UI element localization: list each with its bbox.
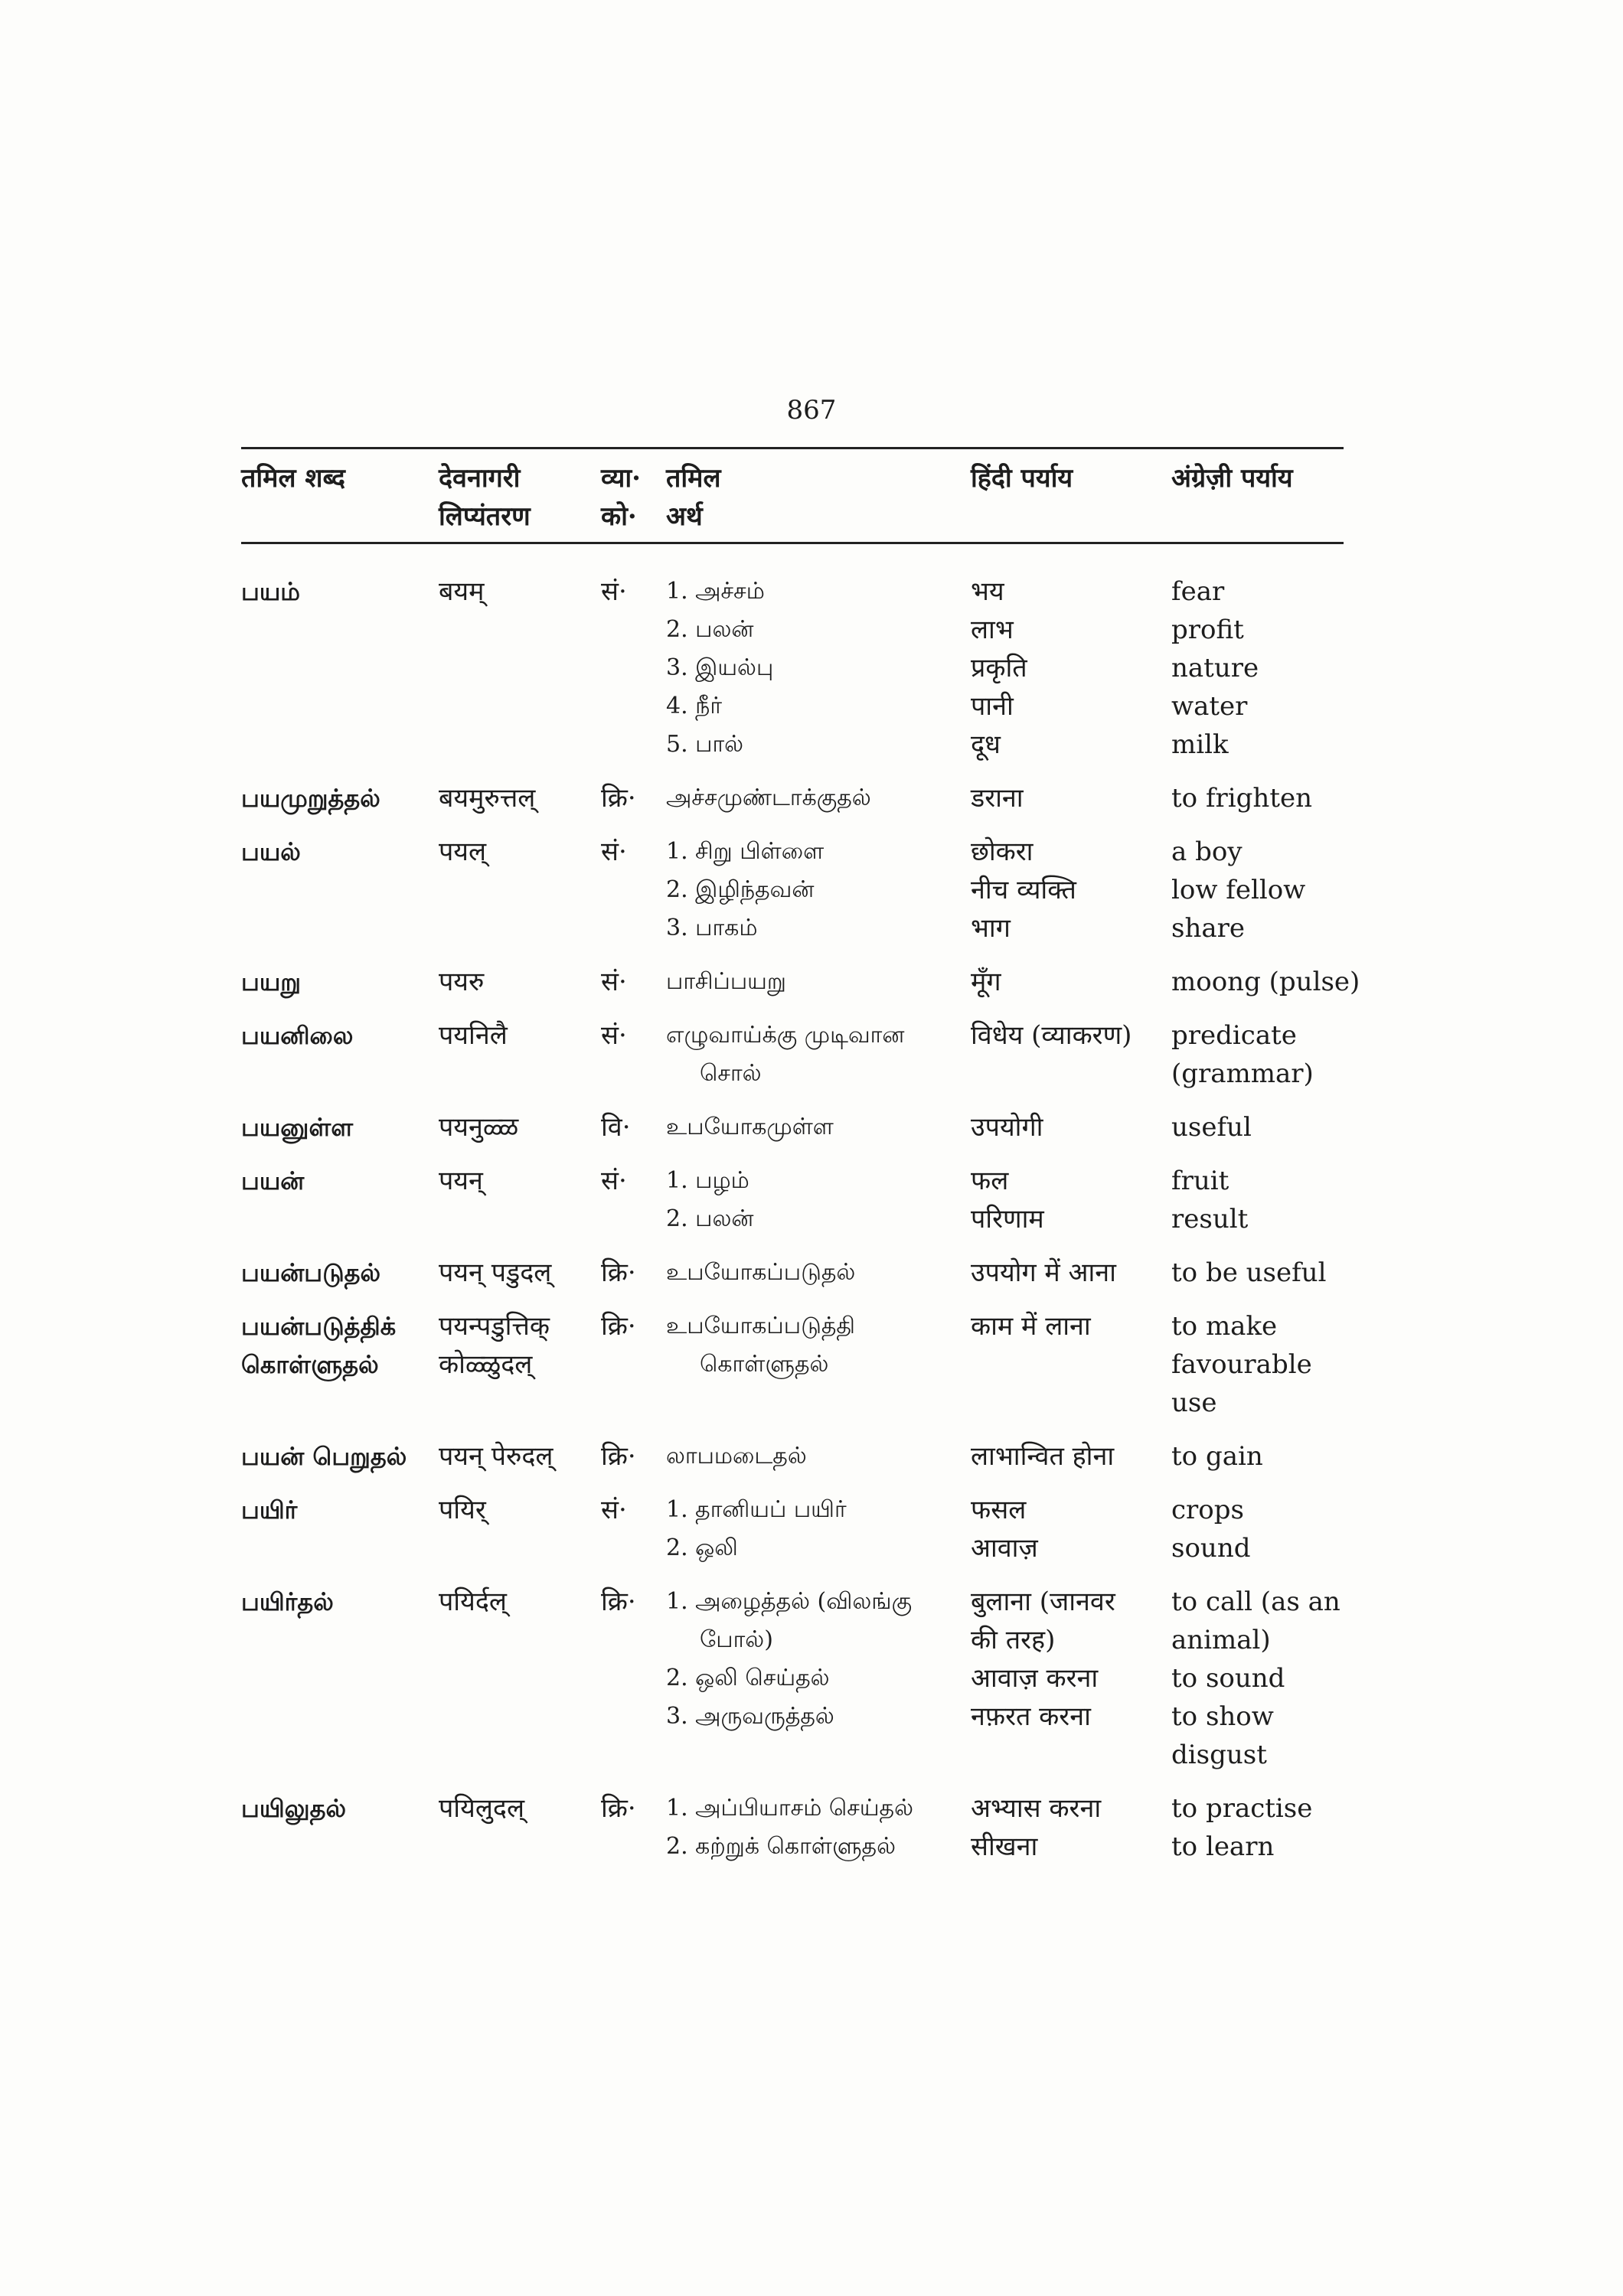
entry-english-line: animal)	[1171, 1625, 1271, 1655]
entry-english-line: crops	[1171, 1495, 1244, 1525]
entry-hindi-line: नीच व्यक्ति	[971, 875, 1076, 905]
entry-hindi	[971, 1437, 1162, 1476]
entry-hindi-line: सीखना	[971, 1831, 1038, 1862]
table-header	[0, 459, 1623, 536]
entry-hindi-line: फसल	[971, 1495, 1027, 1525]
dictionary-entry	[0, 1789, 1623, 1881]
entry-hindi-line: मूँग	[971, 967, 1001, 997]
entry-english	[1171, 1583, 1355, 1774]
entry-tamil-meaning-line: 2. ஒலி	[666, 1534, 738, 1561]
entry-english-line: to learn	[1171, 1831, 1275, 1862]
dictionary-entries	[0, 572, 1623, 1881]
entry-tamil-word	[241, 1491, 417, 1529]
entry-devanagari-line: पयिर्	[439, 1495, 486, 1525]
dictionary-entry	[0, 1307, 1623, 1437]
entry-tamil-word-line: பயனிலை	[241, 1021, 354, 1050]
entry-hindi-line: अभ्यास करना	[971, 1793, 1102, 1824]
entry-tamil-word-line: பயனுள்ள	[241, 1113, 354, 1142]
entry-english-line: predicate	[1171, 1020, 1297, 1051]
entry-hindi-line: लाभान्वित होना	[971, 1441, 1115, 1472]
dictionary-entry	[0, 833, 1623, 963]
entry-tamil-meaning-line: 3. அருவருத்தல்	[666, 1703, 834, 1730]
entry-hindi-line: फल	[971, 1166, 1009, 1196]
entry-tamil-meaning-line: 2. பலன்	[666, 616, 754, 643]
entry-devanagari	[439, 1108, 584, 1146]
entry-hindi-line: डराना	[971, 783, 1024, 814]
entry-english-line: to show	[1171, 1701, 1274, 1732]
entry-english-line: to frighten	[1171, 783, 1312, 814]
entry-english-line: nature	[1171, 653, 1259, 683]
entry-devanagari-line: पयिर्दल्	[439, 1587, 507, 1617]
entry-tamil-meaning-line: 3. பாகம்	[666, 915, 758, 941]
entry-tamil-word	[241, 1307, 417, 1384]
page-number: 867	[786, 395, 837, 426]
entry-hindi	[971, 1108, 1162, 1146]
entry-hindi-line: उपयोगी	[971, 1112, 1043, 1143]
entry-devanagari-line: पयन् पेरुदल्	[439, 1441, 554, 1472]
entry-english	[1171, 833, 1355, 947]
entry-english-line: low fellow	[1171, 875, 1306, 905]
entry-tamil-word	[241, 1108, 417, 1146]
entry-english-line: fear	[1171, 576, 1225, 607]
entry-grammar: सं·	[601, 1166, 627, 1196]
header-tamil-word: तमिल शब्द	[241, 463, 345, 494]
dictionary-entry	[0, 1108, 1623, 1162]
entry-english-line: favourable	[1171, 1349, 1312, 1380]
entry-tamil-meaning-line: அச்சமுண்டாக்குதல்	[666, 784, 871, 811]
entry-tamil-word-line: பயிர்தல்	[241, 1587, 334, 1616]
entry-english	[1171, 963, 1360, 1001]
dictionary-entry	[0, 1254, 1623, 1307]
header-grammar	[601, 459, 647, 536]
entry-tamil-meaning	[666, 1583, 972, 1736]
entry-grammar: सं·	[601, 576, 627, 607]
entry-english-line: a boy	[1171, 837, 1243, 867]
entry-english-line: profit	[1171, 615, 1244, 645]
entry-tamil-meaning-line: 2. ஒலி செய்தல்	[666, 1665, 830, 1691]
entry-grammar: क्रि·	[601, 1257, 636, 1288]
entry-tamil-meaning	[666, 1016, 972, 1093]
entry-devanagari-line: बयम्	[439, 576, 485, 607]
entry-tamil-word-line: பயிர்	[241, 1495, 298, 1525]
entry-tamil-meaning	[666, 1307, 972, 1384]
entry-hindi-line: लाभ	[971, 615, 1014, 645]
entry-tamil-meaning	[666, 963, 972, 1001]
entry-devanagari-line: पयन्पडुत्तिक्	[439, 1311, 550, 1342]
entry-tamil-meaning-line: 4. நீர்	[666, 693, 723, 719]
entry-english	[1171, 1254, 1355, 1292]
entry-tamil-meaning	[666, 1789, 972, 1866]
entry-hindi-line: भय	[971, 576, 1004, 607]
entry-english-line: use	[1171, 1388, 1217, 1418]
entry-hindi	[971, 1162, 1162, 1238]
entry-english-line: sound	[1171, 1533, 1251, 1564]
entry-hindi-line: की तरह)	[971, 1625, 1056, 1655]
entry-devanagari-line: पयनिलै	[439, 1020, 508, 1051]
entry-grammar: सं·	[601, 1495, 627, 1525]
entry-devanagari	[439, 833, 584, 871]
entry-tamil-word-line: பயமுறுத்தல்	[241, 784, 380, 813]
entry-tamil-meaning-line: 1. அழைத்தல் (விலங்கு	[666, 1588, 913, 1615]
entry-grammar: क्रि·	[601, 783, 636, 814]
entry-english-line: milk	[1171, 729, 1229, 760]
entry-grammar: क्रि·	[601, 1793, 636, 1824]
entry-tamil-word-line: பயல்	[241, 837, 301, 866]
entry-tamil-meaning-line: உபயோகமுள்ள	[666, 1114, 834, 1140]
entry-tamil-word	[241, 1016, 417, 1055]
header-devanagari	[439, 459, 584, 536]
entry-hindi-line: काम में लाना	[971, 1311, 1091, 1342]
header-meaning-line: तमिल	[666, 463, 721, 494]
entry-grammar: क्रि·	[601, 1311, 636, 1342]
entry-hindi	[971, 833, 1162, 947]
entry-hindi	[971, 1307, 1162, 1345]
entry-devanagari	[439, 1162, 584, 1200]
entry-grammar: सं·	[601, 967, 627, 997]
header-hindi: हिंदी पर्याय	[971, 463, 1073, 494]
entry-tamil-word	[241, 833, 417, 871]
entry-english	[1171, 1108, 1355, 1146]
header-bottom-rule	[241, 542, 1344, 544]
entry-devanagari-line: बयमुरुत्तल्	[439, 783, 536, 814]
entry-devanagari-line: पयन्	[439, 1166, 483, 1196]
entry-devanagari-line: पयिलुदल्	[439, 1793, 524, 1824]
entry-english-line: water	[1171, 691, 1248, 722]
entry-tamil-word-line: பயன் பெறுதல்	[241, 1442, 407, 1471]
entry-hindi	[971, 1016, 1162, 1055]
entry-tamil-word	[241, 779, 417, 817]
entry-english	[1171, 1789, 1355, 1866]
entry-english-line: to be useful	[1171, 1257, 1327, 1288]
entry-tamil-word-line: பயன்	[241, 1166, 305, 1195]
entry-hindi-line: बुलाना (जानवर	[971, 1587, 1115, 1617]
entry-hindi	[971, 1583, 1162, 1736]
header-meaning-line: अर्थ	[666, 501, 703, 532]
entry-grammar: सं·	[601, 1020, 627, 1051]
entry-hindi-line: विधेय (व्याकरण)	[971, 1020, 1132, 1051]
entry-devanagari-line: पयरु	[439, 967, 485, 997]
entry-tamil-meaning-line: எழுவாய்க்கு முடிவான	[666, 1022, 905, 1049]
entry-devanagari	[439, 1583, 584, 1621]
entry-english-line: fruit	[1171, 1166, 1229, 1196]
entry-english-line: to gain	[1171, 1441, 1263, 1472]
dictionary-entry	[0, 1437, 1623, 1491]
header-top-rule	[241, 447, 1344, 449]
entry-tamil-meaning	[666, 1162, 972, 1238]
entry-tamil-meaning-line: 1. தானியப் பயிர்	[666, 1496, 847, 1523]
entry-english	[1171, 572, 1355, 764]
entry-devanagari	[439, 1254, 584, 1292]
entry-english-line: to practise	[1171, 1793, 1313, 1824]
entry-tamil-word	[241, 1162, 417, 1200]
entry-devanagari	[439, 1789, 584, 1828]
entry-hindi-line: पानी	[971, 691, 1014, 722]
entry-hindi-line: दूध	[971, 729, 1001, 760]
entry-tamil-meaning-line: 2. இழிந்தவன்	[666, 876, 815, 903]
entry-tamil-meaning	[666, 1254, 972, 1292]
entry-english	[1171, 1016, 1355, 1093]
entry-tamil-meaning	[666, 1437, 972, 1476]
entry-tamil-word	[241, 1437, 417, 1476]
entry-english	[1171, 1307, 1355, 1422]
entry-tamil-word	[241, 1789, 417, 1828]
entry-hindi-line: प्रकृति	[971, 653, 1027, 683]
entry-english-line: disgust	[1171, 1740, 1267, 1770]
entry-english	[1171, 1491, 1355, 1567]
entry-tamil-word	[241, 1254, 417, 1292]
header-devanagari-line: लिप्यंतरण	[439, 501, 531, 532]
entry-hindi	[971, 1491, 1162, 1567]
entry-english-line: share	[1171, 913, 1245, 944]
entry-hindi	[971, 1789, 1162, 1866]
entry-tamil-meaning	[666, 1491, 972, 1567]
entry-hindi	[971, 572, 1162, 764]
entry-tamil-meaning-line: போல்)	[700, 1626, 773, 1653]
entry-english-line: to call (as an	[1171, 1587, 1341, 1617]
dictionary-entry	[0, 1162, 1623, 1254]
entry-tamil-word	[241, 572, 417, 611]
entry-grammar: क्रि·	[601, 1587, 636, 1617]
dictionary-entry	[0, 779, 1623, 833]
entry-tamil-meaning-line: 3. இயல்பு	[666, 654, 774, 681]
entry-devanagari	[439, 1307, 584, 1384]
entry-english	[1171, 1162, 1355, 1238]
entry-devanagari-line: पयनुळ्ळ	[439, 1112, 519, 1143]
entry-english-line: (grammar)	[1171, 1058, 1314, 1089]
entry-hindi	[971, 779, 1162, 817]
entry-tamil-word-line: கொள்ளுதல்	[241, 1350, 379, 1379]
entry-tamil-meaning-line: லாபமடைதல்	[666, 1443, 807, 1469]
entry-english-line: to sound	[1171, 1663, 1285, 1694]
entry-tamil-word	[241, 1583, 417, 1621]
header-grammar-line: व्या·	[601, 463, 641, 494]
entry-hindi-line: भाग	[971, 913, 1011, 944]
entry-hindi-line: नफ़रत करना	[971, 1701, 1091, 1732]
dictionary-entry	[0, 1583, 1623, 1789]
entry-english	[1171, 1437, 1355, 1476]
dictionary-entry	[0, 963, 1623, 1016]
entry-english	[1171, 779, 1355, 817]
entry-tamil-word	[241, 963, 417, 1001]
entry-devanagari-line: पयन् पडुदल्	[439, 1257, 552, 1288]
entry-tamil-meaning-line: 1. அப்பியாசம் செய்தல்	[666, 1795, 913, 1821]
entry-tamil-meaning-line: 2. கற்றுக் கொள்ளுதல்	[666, 1833, 896, 1860]
dictionary-entry	[0, 1016, 1623, 1108]
entry-tamil-meaning	[666, 779, 972, 817]
entry-devanagari	[439, 963, 584, 1001]
entry-tamil-word-line: பயன்படுத்திக்	[241, 1312, 397, 1341]
entry-tamil-meaning-line: 1. அச்சம்	[666, 578, 765, 605]
entry-hindi-line: परिणाम	[971, 1204, 1044, 1234]
entry-tamil-word-line: பயறு	[241, 967, 301, 996]
entry-hindi-line: उपयोग में आना	[971, 1257, 1116, 1288]
entry-devanagari	[439, 779, 584, 817]
entry-tamil-meaning-line: உபயோகப்படுத்தி	[666, 1313, 855, 1339]
entry-english-line: to make	[1171, 1311, 1278, 1342]
entry-grammar: सं·	[601, 837, 627, 867]
entry-devanagari	[439, 1016, 584, 1055]
entry-tamil-meaning-line: 2. பலன்	[666, 1205, 754, 1232]
entry-tamil-meaning-line: 1. பழம்	[666, 1167, 749, 1194]
entry-tamil-word-line: பயம்	[241, 577, 300, 606]
header-english: अंग्रेज़ी पर्याय	[1171, 463, 1293, 494]
entry-tamil-meaning-line: 1. சிறு பிள்ளை	[666, 838, 825, 865]
entry-hindi-line: आवाज़	[971, 1533, 1038, 1564]
entry-devanagari	[439, 1437, 584, 1476]
entry-english-line: moong (pulse)	[1171, 967, 1360, 997]
entry-devanagari	[439, 572, 584, 611]
dictionary-entry	[0, 572, 1623, 779]
header-tamil-meaning	[666, 459, 972, 536]
entry-tamil-meaning	[666, 572, 972, 764]
entry-tamil-word-line: பயிலுதல்	[241, 1794, 347, 1823]
entry-devanagari-line: पयल्	[439, 837, 487, 867]
entry-english-line: useful	[1171, 1112, 1252, 1143]
entry-tamil-meaning-line: கொள்ளுதல்	[700, 1351, 829, 1378]
entry-tamil-meaning	[666, 833, 972, 947]
header-grammar-line: को·	[601, 501, 637, 532]
header-devanagari-line: देवनागरी	[439, 463, 521, 494]
entry-tamil-meaning-line: 5. பால்	[666, 731, 744, 758]
entry-hindi-line: आवाज़ करना	[971, 1663, 1099, 1694]
dictionary-entry	[0, 1491, 1623, 1583]
entry-hindi	[971, 963, 1162, 1001]
entry-hindi	[971, 1254, 1162, 1292]
entry-hindi-line: छोकरा	[971, 837, 1034, 867]
entry-english-line: result	[1171, 1204, 1249, 1234]
entry-tamil-meaning	[666, 1108, 972, 1146]
entry-tamil-meaning-line: உபயோகப்படுதல்	[666, 1259, 856, 1286]
entry-devanagari-line: कोळ्ळुदल्	[439, 1349, 533, 1380]
entry-tamil-meaning-line: பாசிப்பயறு	[666, 968, 786, 995]
entry-grammar: क्रि·	[601, 1441, 636, 1472]
entry-tamil-word-line: பயன்படுதல்	[241, 1258, 381, 1287]
entry-tamil-meaning-line: சொல்	[700, 1060, 762, 1087]
entry-devanagari	[439, 1491, 584, 1529]
entry-grammar: वि·	[601, 1112, 631, 1143]
